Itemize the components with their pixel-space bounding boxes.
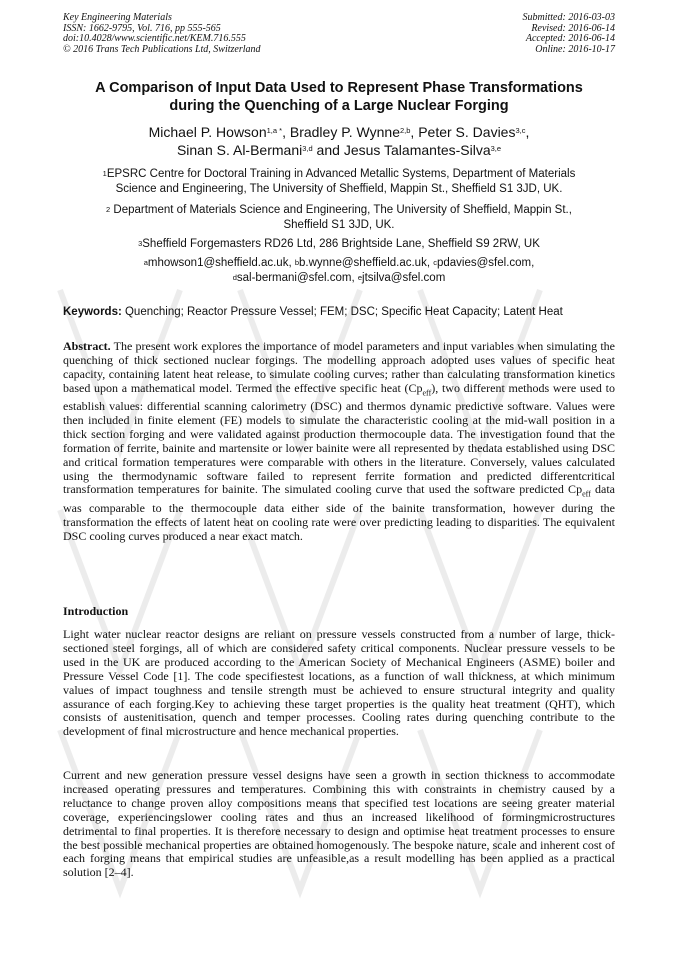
issn-line: ISSN: 1662-9795, Vol. 716, pp 555-565 — [63, 22, 221, 34]
author-name: Michael P. Howson — [148, 124, 267, 140]
email-link[interactable]: b.wynne@sheffield.ac.uk, — [299, 257, 434, 269]
affiliation-1: $^1$EPSRC Centre for Doctoral Training in Advanced Metallic Systems, Department of Materials Science and Engineering, The University of Sheffield, Mappin St., Sheffield S1 3JD, UK. — [102, 168, 576, 195]
email-list: $^a$mhowson1@sheffield.ac.uk, $^b$b.wynne@sheffield.ac.uk, $^c$pdavies@sfel.com, $^d$sal-bermani@sfel.com, $^e$jtsilva@sfel.com — [143, 257, 535, 284]
abstract-label: Abstract. — [63, 339, 111, 353]
doi-line: doi:10.4028/www.scientific.net/KEM.716.555 — [63, 33, 246, 44]
author-sup: 3,e — [490, 144, 502, 153]
keywords-text: Quenching; Reactor Pressure Vessel; FEM; DSC; Specific Heat Capacity; Latent Heat — [121, 306, 563, 318]
journal-info — [63, 13, 261, 55]
title-line-1: A Comparison of Input Data Used to Represent Phase Transformations — [95, 80, 583, 96]
paper-title — [40, 79, 638, 115]
author-name: Sinan S. Al-Bermani — [176, 142, 303, 158]
abstract: Abstract. The present work explores the importance of model parameters and input variables when simulating the quenching of thick sectioned nuclear forgings. The modelling approach adopted uses values of specific heat capacity, containing latent heat release, to simulate cooling curves; rather than calculating transformation kinetics based upon a mathematical model. Termed the effective specific heat $(Cp_{eff})$, two different methods were used to establish values: differential scanning calorimetry (DSC) and thermos dynamic predictive software. Values were then included in finite element (FE) models to simulate the characteristic cooling at the mid-wall position in a thick section forging and were validated against production thermocouple data. The investigation found that the formation of ferrite, bainite and martensite or lower bainite were all represented by thedata established using DSC and critical formation temperatures were comparable with others in the literature. Conversely, values calculated using the thermodynamic software failed to represent ferrite formation and predicted differentcritical transformation temperatures for bainite. The simulated cooling curve that used the software predicted $Cp_{eff}$ data was comparable to the thermocouple data either side of the bainite transformation, however during the transformation the effects of latent heat on cooling rate were over predicting leading to disparities. The equivalent DSC cooling curves produced a near exact match. — [63, 339, 615, 543]
title-line-2: during the Quenching of a Large Nuclear Forging — [169, 98, 509, 114]
author-sup: 2,b — [399, 126, 411, 135]
journal-name: Key Engineering Materials — [63, 12, 172, 23]
email-link[interactable]: sal-bermani@sfel.com, — [236, 272, 358, 284]
author-sup: 3,c — [515, 126, 526, 135]
email-link[interactable]: jtsilva@sfel.com — [362, 272, 446, 284]
author-list: Michael P. Howson$^{1,a *}$, Bradley P. Wynne$^{2,b}$, Peter S. Davies$^{3,c}$, Sinan S. Al-Bermani$^{3,d}$ and Jesus Talamantes-Silva$^{3,e}$ — [148, 124, 530, 158]
author-name: Peter S. Davies — [418, 124, 516, 140]
introduction-heading: Introduction — [63, 604, 129, 618]
accepted-date: Accepted: 2016-06-14 — [525, 33, 615, 44]
online-date: Online: 2016-10-17 — [535, 43, 615, 55]
author-sup: 3,d — [302, 144, 313, 153]
introduction-para-1: Light water nuclear reactor designs are reliant on pressure vessels constructed from a number of large, thick-sectioned steel forgings, all of which are considered safety critical components. Nuclear pressure vessels to be used in the UK are produced according to the American Society of Mechanical Engineers (ASME) boiler and Pressure Vessel Code [1]. The code specifiestest locations, as a function of wall thickness, at which minimum values of impact toughness and tensile strength must be achieved to ensure structural integrity and quality assurance of each forging.Key to achieving these target properties is the quality heat treatment (QHT), which consists of austenitisation, quench and temper processes. Cooling rates during quenching contribute to the development of final microstructure and hence mechanical properties. — [63, 627, 615, 739]
submitted-date: Submitted: 2016-03-03 — [522, 12, 615, 23]
dates-info — [523, 13, 616, 55]
introduction-para-2: Current and new generation pressure vessel designs have seen a growth in section thickness to accommodate increased operating pressures and temperatures. Combining this with constraints in chemistry caused by a reluctance to change proven alloy compositions means that specified test locations are seeing greater material coverage, experiencingslower cooling rates and thus an increased likelihood of formingmicrostructures detrimental to final properties. It is therefore necessary to design and optimise heat treatment processes to ensure the best possible mechanical properties are obtained homogenously. The bespoke nature, scale and inherent cost of each forging means that empirical studies are unfeasible,as a result modelling has been applied as a practical solution [2–4]. — [63, 768, 615, 880]
email-link[interactable]: mhowson1@sheffield.ac.uk, — [147, 257, 295, 269]
author-name: Jesus Talamantes-Silva — [343, 142, 491, 158]
keywords — [63, 306, 623, 318]
keywords-label: Keywords: — [63, 306, 122, 318]
email-link[interactable]: pdavies@sfel.com, — [436, 257, 535, 269]
author-name: Bradley P. Wynne — [289, 124, 400, 140]
affiliation-3: $^3$Sheffield Forgemasters RD26 Ltd, 286 Brightside Lane, Sheffield S9 2RW, UK — [138, 238, 540, 250]
author-sup: 1,a * — [266, 126, 283, 135]
revised-date: Revised: 2016-06-14 — [531, 22, 615, 34]
affiliation-2: $^2$ Department of Materials Science and Engineering, The University of Sheffield, Mappin St., Sheffield S1 3JD, UK. — [106, 204, 572, 231]
copyright-line: © 2016 Trans Tech Publications Ltd, Switzerland — [63, 43, 261, 55]
